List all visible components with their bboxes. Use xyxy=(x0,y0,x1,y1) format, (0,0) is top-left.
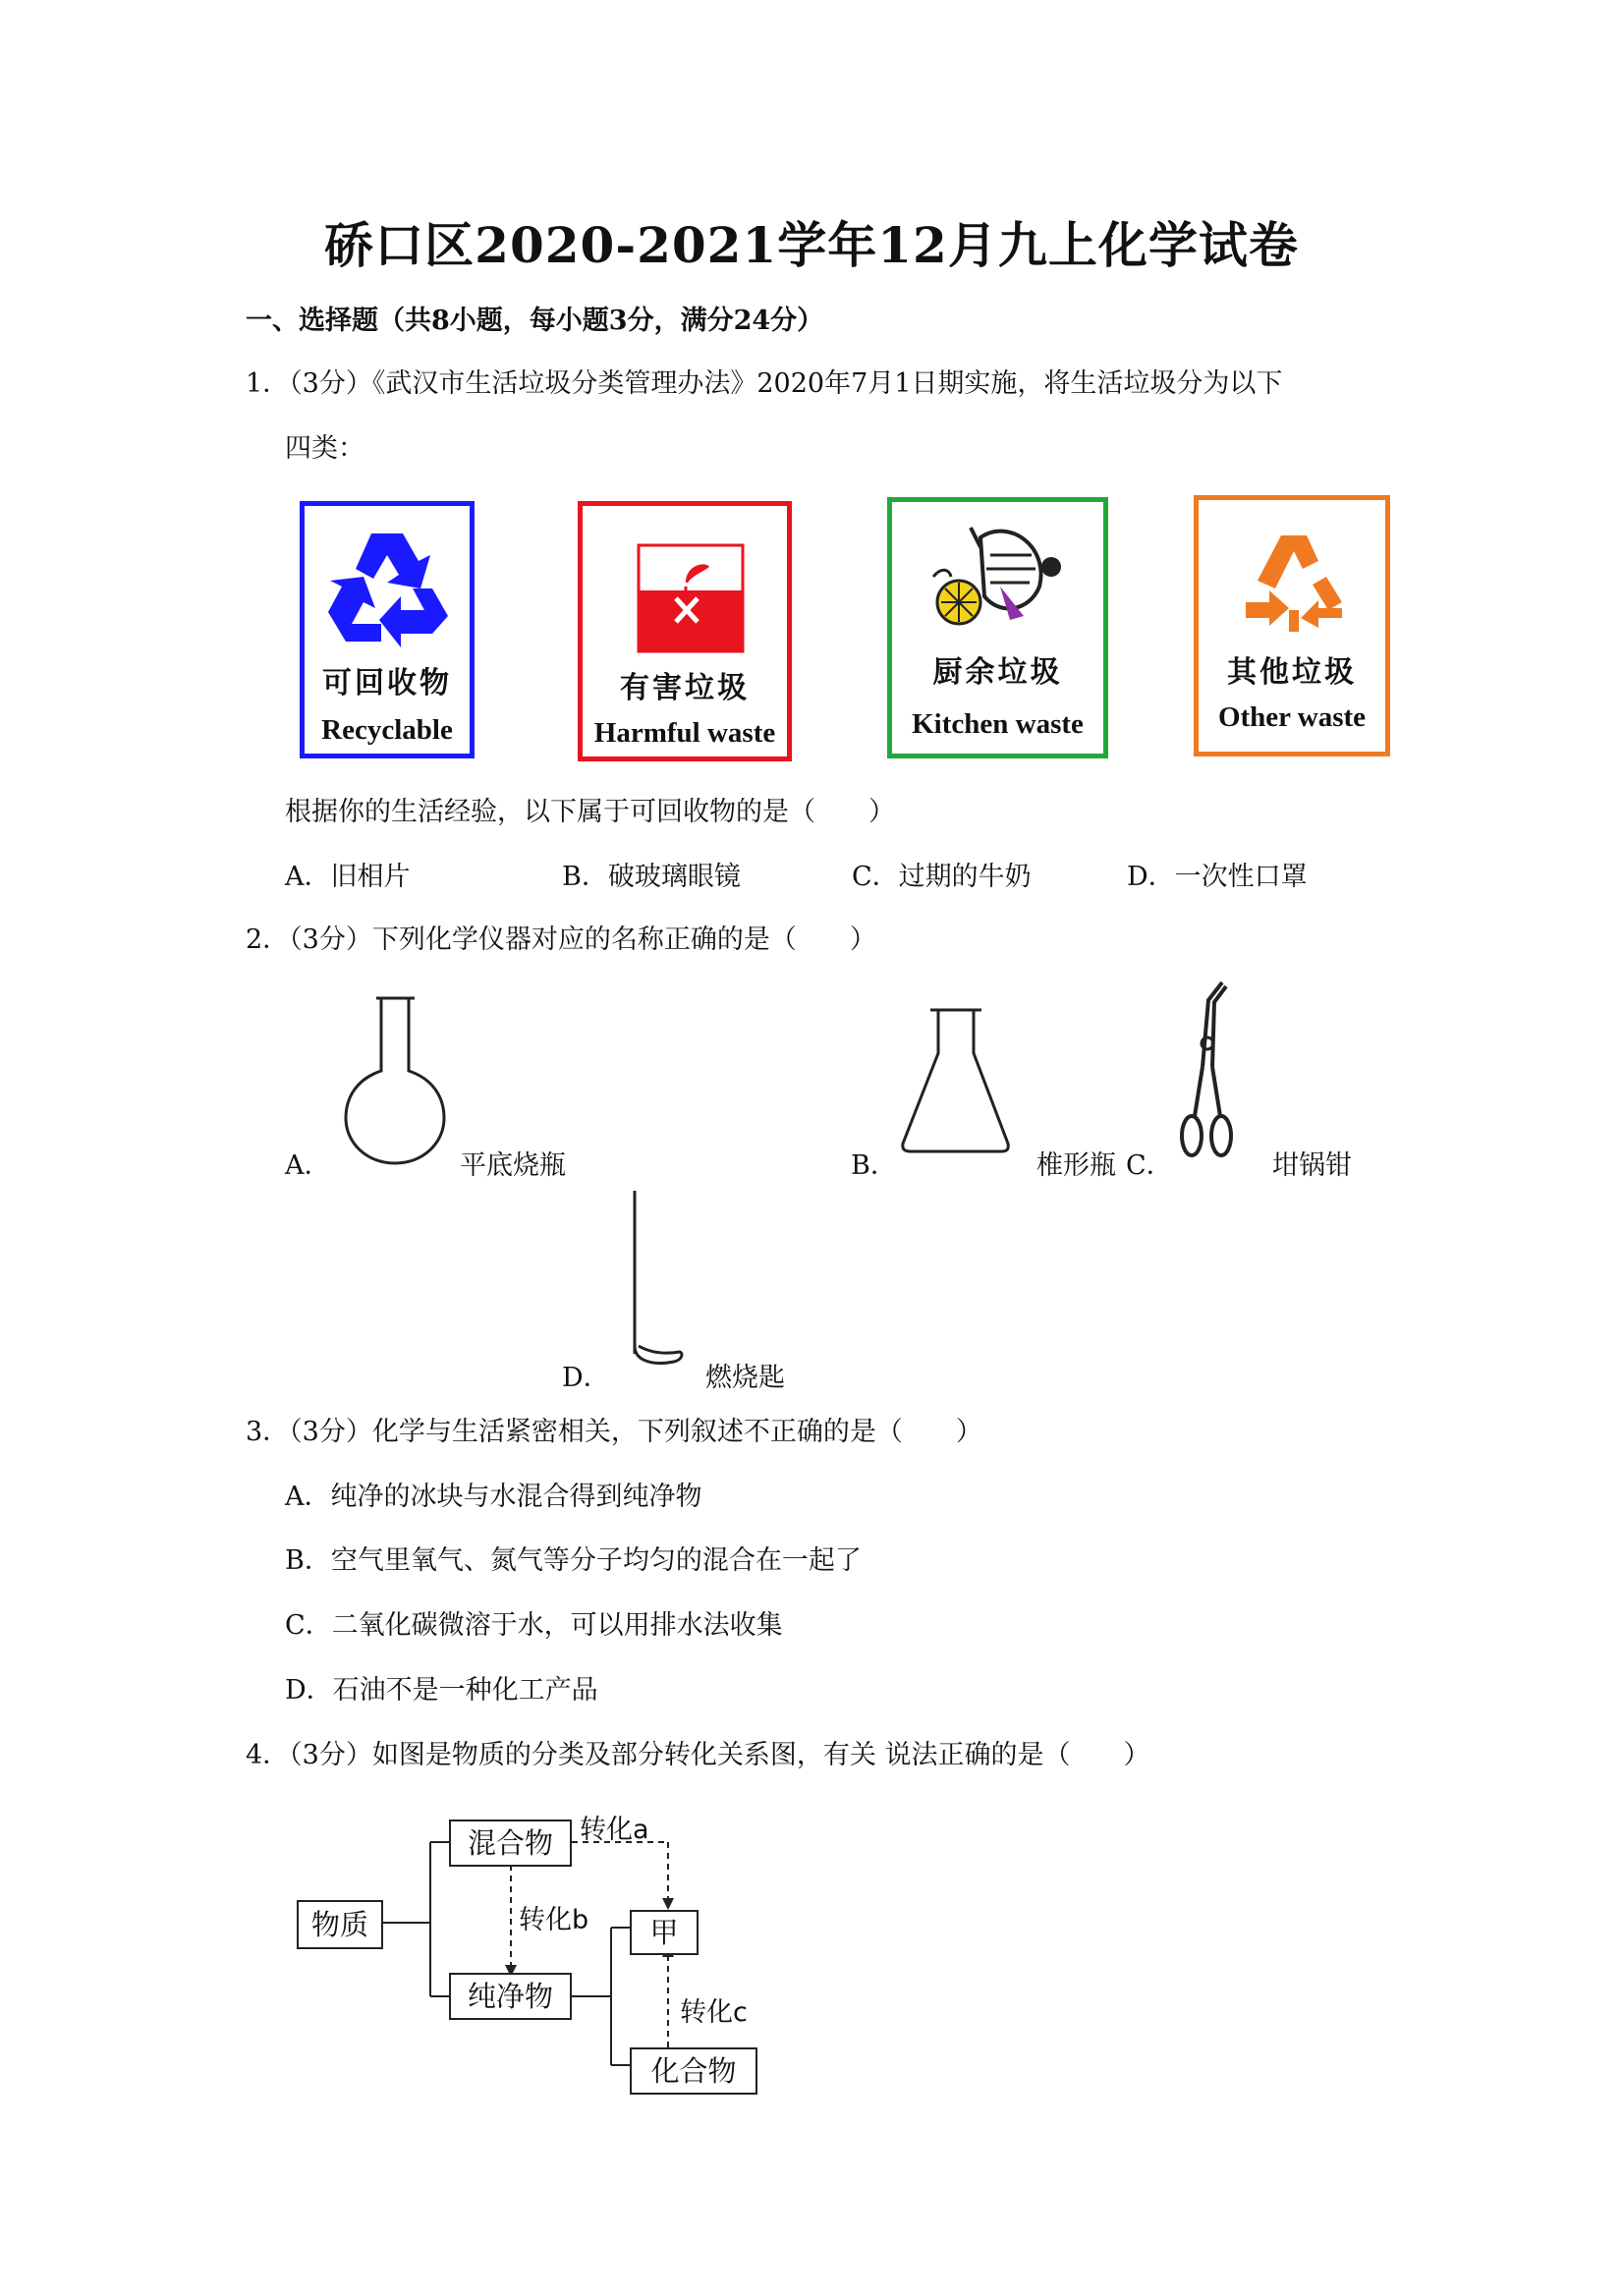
bin-label-en: Kitchen waste xyxy=(912,708,1084,740)
q3-option-c: C．二氧化碳微溶于水，可以用排水法收集 xyxy=(285,1610,783,1641)
q2-option-b-name: 椎形瓶 xyxy=(1036,1150,1116,1181)
q2-option-a-name: 平底烧瓶 xyxy=(460,1150,566,1181)
q3-option-a: A．纯净的冰块与水混合得到纯净物 xyxy=(285,1482,702,1512)
classification-diagram xyxy=(295,1808,766,2102)
round-flask-icon xyxy=(344,994,447,1166)
bin-label-cn: 可回收物 xyxy=(322,666,452,700)
box-jia: 甲 xyxy=(630,1910,699,1955)
bin-label-cn: 厨余垃圾 xyxy=(932,655,1063,690)
q2-option-b-letter: B． xyxy=(851,1150,897,1181)
q1-option-b: B．破玻璃眼镜 xyxy=(562,862,741,892)
crucible-tongs-icon xyxy=(1179,979,1236,1161)
recycle-icon xyxy=(322,526,452,651)
q3-option-d: D．石油不是一种化工产品 xyxy=(285,1675,598,1706)
section-heading: 一、选择题（共8小题，每小题3分，满分24分） xyxy=(246,306,824,336)
q1-option-a: A．旧相片 xyxy=(285,862,411,892)
label-conversion-c: 转化c xyxy=(680,1997,748,2028)
recyclable-sign xyxy=(300,501,475,758)
bin-label-cn: 有害垃圾 xyxy=(620,671,750,705)
q2-option-c-name: 坩锅钳 xyxy=(1272,1150,1352,1181)
q2-stem: 2．（3分）下列化学仪器对应的名称正确的是（ ） xyxy=(246,924,876,955)
q2-option-a-letter: A． xyxy=(285,1150,331,1181)
q3-option-b: B．空气里氧气、氮气等分子均匀的混合在一起了 xyxy=(285,1545,862,1576)
bin-label-en: Other waste xyxy=(1217,701,1367,733)
q1-stem-line2: 四类： xyxy=(285,433,364,464)
q2-option-d-letter: D． xyxy=(562,1363,610,1393)
q2-option-c-letter: C． xyxy=(1126,1150,1173,1181)
label-conversion-b: 转化b xyxy=(519,1905,589,1935)
q1-prompt: 根据你的生活经验，以下属于可回收物的是（ ） xyxy=(285,797,895,827)
q3-stem: 3．（3分）化学与生活紧密相关，下列叙述不正确的是（ ） xyxy=(246,1417,982,1447)
harmful-icon xyxy=(637,543,745,653)
bin-label-en: Harmful waste xyxy=(593,717,776,749)
box-wuzhi: 物质 xyxy=(297,1900,383,1949)
label-conversion-a: 转化a xyxy=(580,1815,649,1845)
combustion-spoon-icon xyxy=(625,1189,688,1371)
bin-label-cn: 其他垃圾 xyxy=(1227,655,1357,690)
conical-flask-icon xyxy=(899,1006,1012,1155)
kitchen-sign xyxy=(887,497,1108,758)
page-title: 硚口区2020-2021学年12月九上化学试卷 xyxy=(324,216,1299,274)
q2-option-d-name: 燃烧匙 xyxy=(705,1363,785,1393)
box-chunjingwu: 纯净物 xyxy=(449,1973,572,2020)
box-hunhewu: 混合物 xyxy=(449,1820,572,1867)
other-waste-sign xyxy=(1194,495,1390,756)
q4-stem: 4．（3分）如图是物质的分类及部分转化关系图，有关 说法正确的是（ ） xyxy=(246,1740,1150,1770)
bin-label-en: Recyclable xyxy=(321,714,453,746)
kitchen-waste-icon xyxy=(922,518,1079,636)
harmful-sign xyxy=(578,501,792,761)
q1-option-c: C．过期的牛奶 xyxy=(852,862,1032,892)
other-waste-icon xyxy=(1240,530,1348,638)
q1-option-d: D．一次性口罩 xyxy=(1127,862,1308,892)
q1-stem-line1: 1．（3分）《武汉市生活垃圾分类管理办法》2020年7月1日期实施，将生活垃圾分为以下 xyxy=(246,368,1283,399)
box-huahewu: 化合物 xyxy=(630,2047,757,2095)
